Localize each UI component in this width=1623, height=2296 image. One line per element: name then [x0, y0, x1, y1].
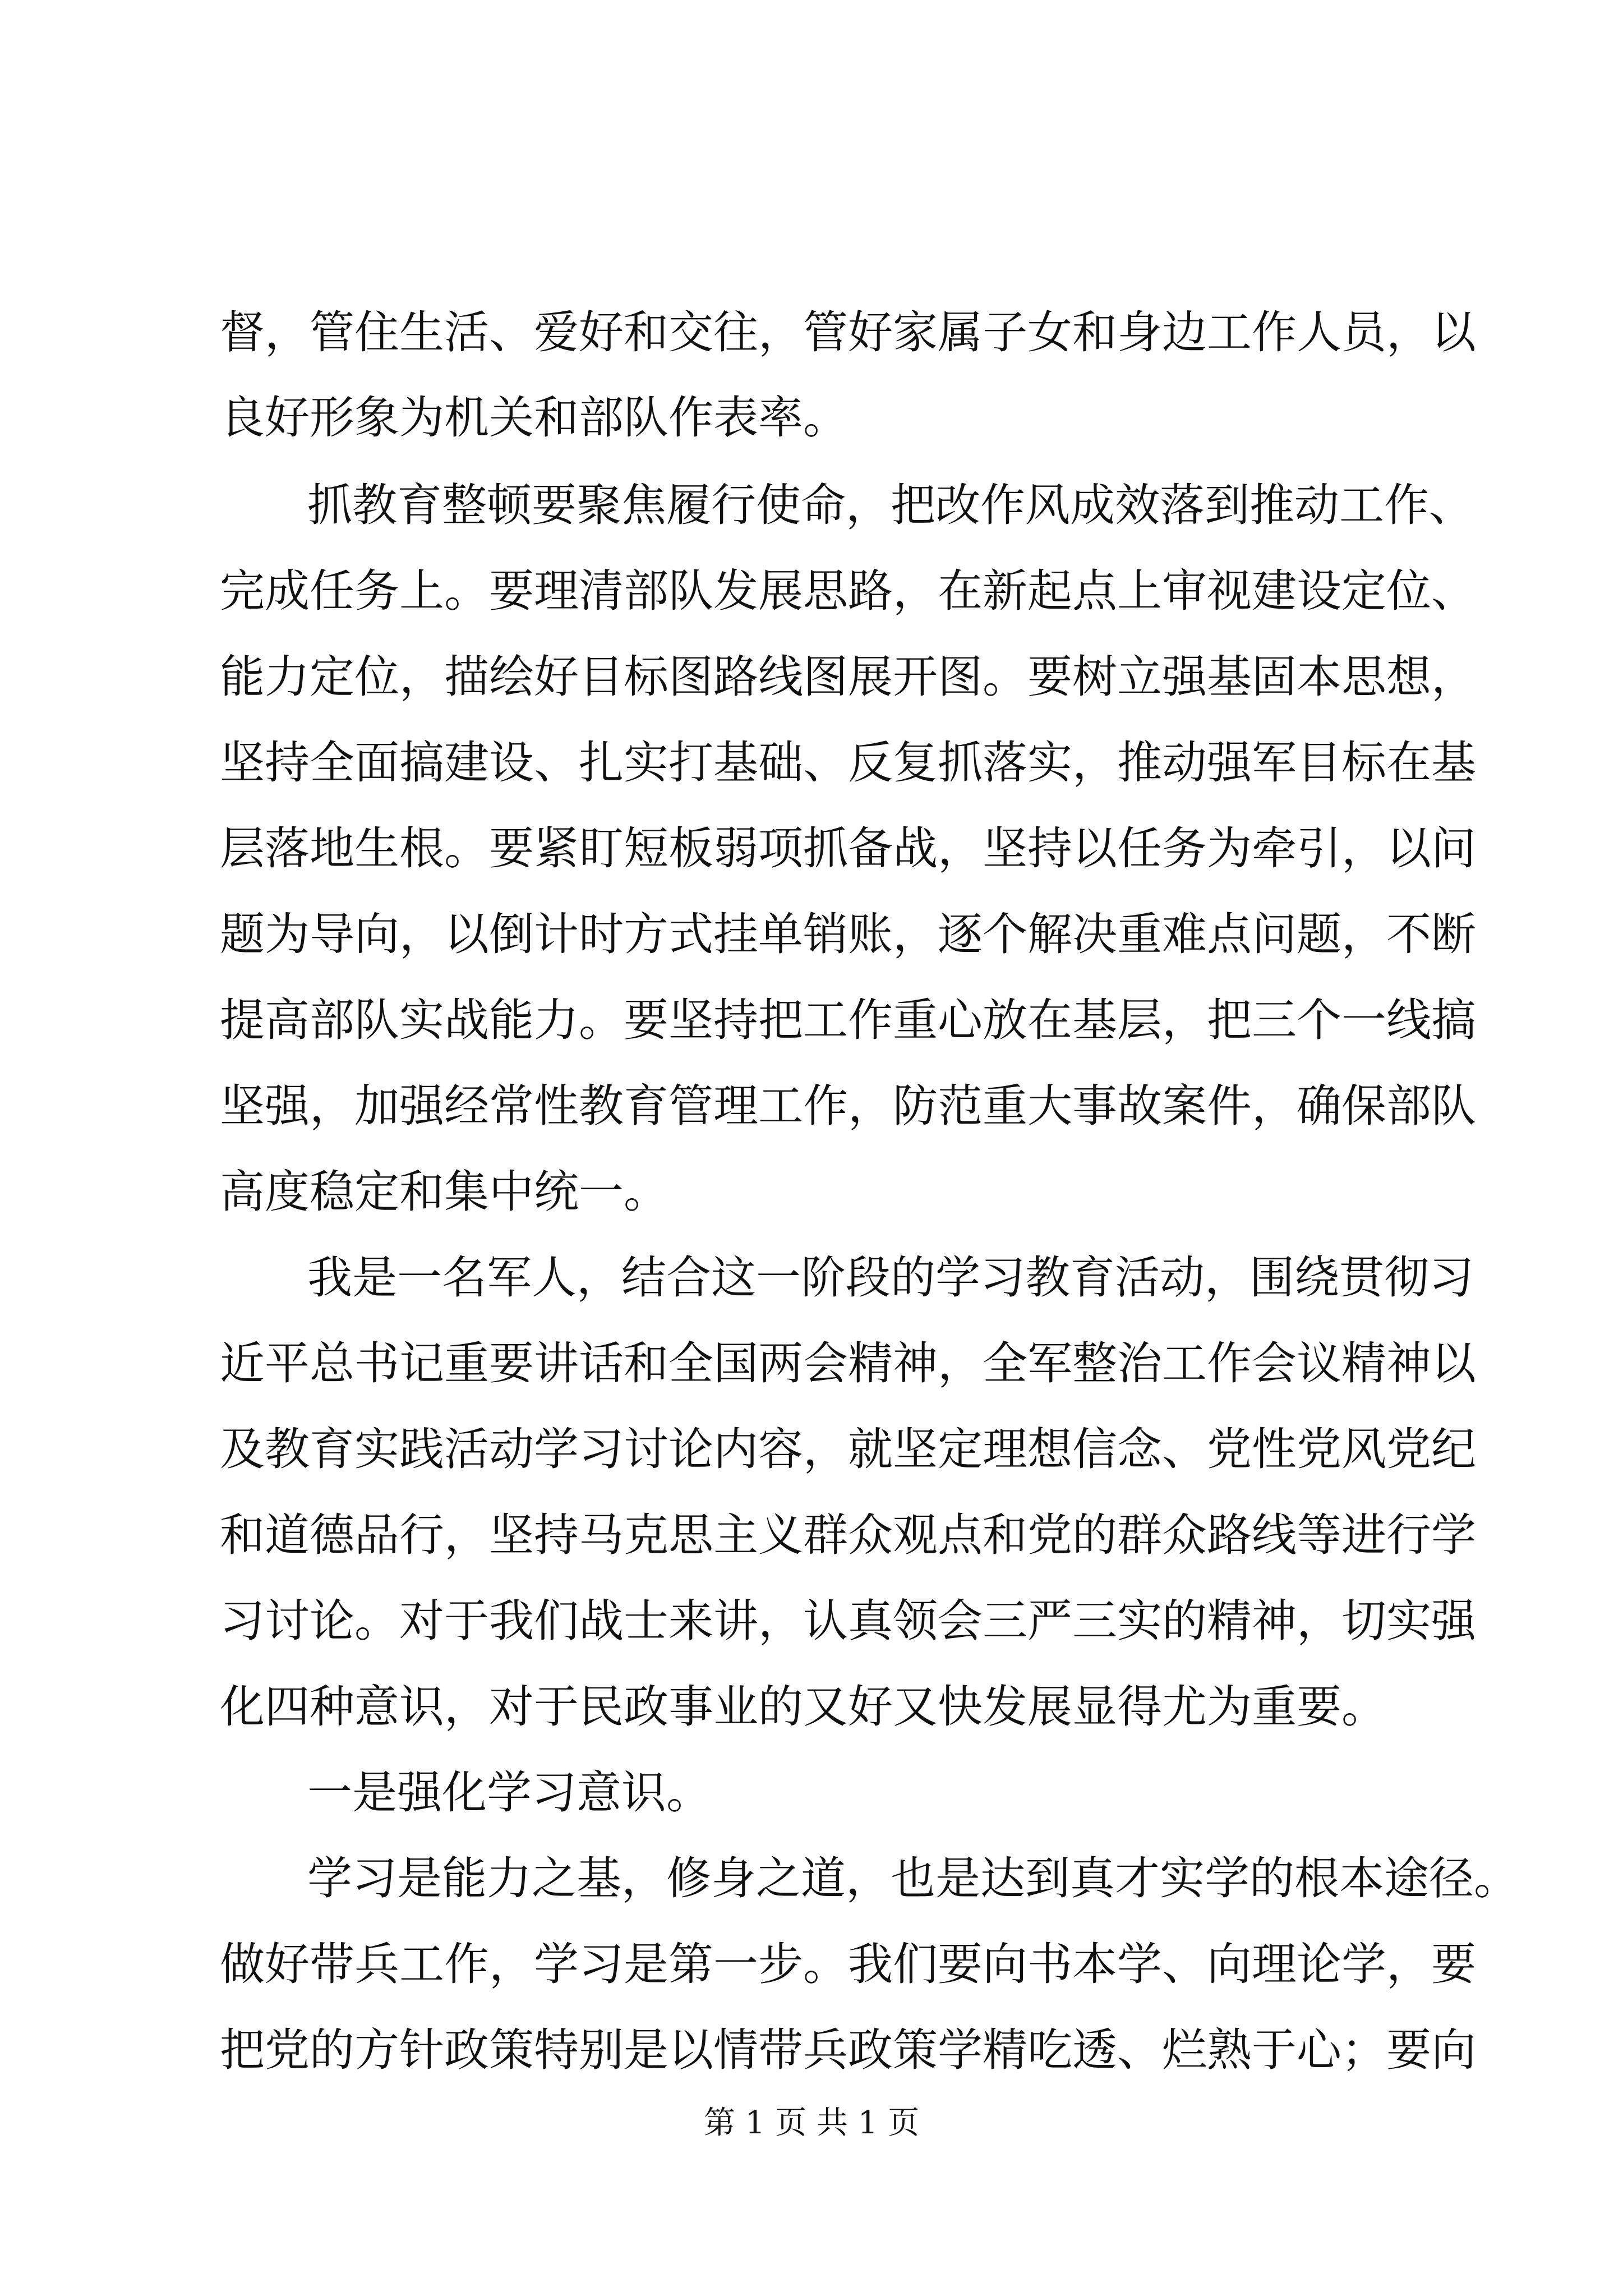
- body-text-line: 题为导向，以倒计时方式挂单销账，逐个解决重难点问题，不断: [220, 908, 1476, 960]
- body-text-line: 化四种意识，对于民政事业的又好又快发展显得尤为重要。: [220, 1681, 1386, 1733]
- body-text-line: 良好形象为机关和部队作表率。: [220, 392, 848, 444]
- body-text-line: 习讨论。对于我们战士来讲，认真领会三严三实的精神，切实强: [220, 1595, 1476, 1647]
- body-text-line: 完成任务上。要理清部队发展思路，在新起点上审视建设定位、: [220, 565, 1476, 617]
- page-number-footer: 第 1 页 共 1 页: [703, 2105, 920, 2141]
- body-text-line: 坚持全面搞建设、扎实打基础、反复抓落实，推动强军目标在基: [220, 737, 1476, 789]
- body-text-line: 近平总书记重要讲话和全国两会精神，全军整治工作会议精神以: [220, 1337, 1476, 1389]
- section-heading: 一是强化学习意识。: [307, 1766, 711, 1819]
- body-text-line: 坚强，加强经常性教育管理工作，防范重大事故案件，确保部队: [220, 1080, 1476, 1132]
- body-text-line: 督，管住生活、爱好和交往，管好家属子女和身边工作人员，以: [220, 306, 1476, 358]
- body-text-line: 及教育实践活动学习讨论内容，就坚定理想信念、党性党风党纪: [220, 1423, 1476, 1475]
- body-text-line: 能力定位，描绘好目标图路线图展开图。要树立强基固本思想，: [220, 651, 1476, 703]
- paragraph-first-line: 学习是能力之基，修身之道，也是达到真才实学的根本途径。: [307, 1852, 1519, 1904]
- body-text-line: 提高部队实战能力。要坚持把工作重心放在基层，把三个一线搞: [220, 994, 1476, 1046]
- body-text-line: 高度稳定和集中统一。: [220, 1166, 668, 1218]
- body-text-line: 做好带兵工作，学习是第一步。我们要向书本学、向理论学，要: [220, 1938, 1476, 1990]
- body-text-line: 层落地生根。要紧盯短板弱项抓备战，坚持以任务为牵引，以问: [220, 822, 1476, 875]
- body-text-line: 和道德品行，坚持马克思主义群众观点和党的群众路线等进行学: [220, 1509, 1476, 1561]
- paragraph-first-line: 我是一名军人，结合这一阶段的学习教育活动，围绕贯彻习: [307, 1251, 1474, 1304]
- body-text-line: 把党的方针政策特别是以情带兵政策学精吃透、烂熟于心；要向: [220, 2024, 1476, 2076]
- paragraph-first-line: 抓教育整顿要聚焦履行使命，把改作风成效落到推动工作、: [307, 479, 1474, 531]
